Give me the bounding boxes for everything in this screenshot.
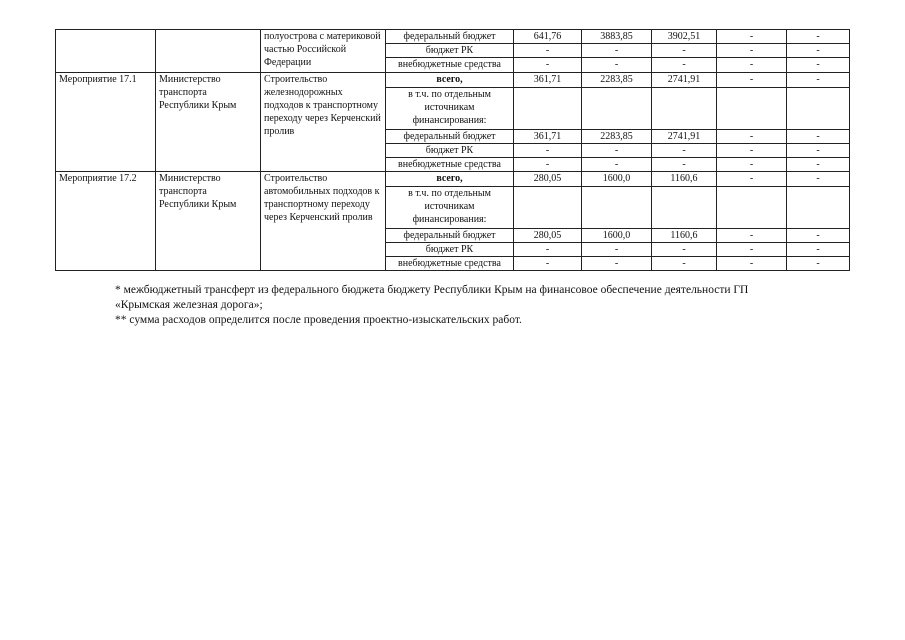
value-cell (717, 88, 787, 130)
value-cell: - (582, 158, 652, 172)
value-cell: 280,05 (514, 172, 582, 187)
measure-name-cell (56, 30, 156, 73)
funding-source-total: всего, (386, 172, 514, 187)
value-cell: - (717, 172, 787, 187)
funding-source: бюджет РК (386, 243, 514, 257)
value-cell: - (717, 158, 787, 172)
value-cell: - (787, 58, 850, 73)
footnote-survey: ** сумма расходов определится после проведения проектно-изыскательских работ. (115, 314, 522, 326)
value-cell: - (514, 58, 582, 73)
measure-description: полуострова с материковой частью Российской Федерации (261, 30, 386, 73)
funding-source: в т.ч. по отдельным источникам финансирования: (386, 187, 514, 229)
value-cell: 1600,0 (582, 229, 652, 243)
value-cell: 1160,6 (652, 229, 717, 243)
value-cell: - (717, 44, 787, 58)
measure-name-cell: Мероприятие 17.2 (56, 172, 156, 271)
value-cell: - (652, 257, 717, 271)
value-cell: - (652, 243, 717, 257)
value-cell (582, 187, 652, 229)
value-cell: - (652, 44, 717, 58)
funding-source: бюджет РК (386, 144, 514, 158)
funding-source: федеральный бюджет (386, 229, 514, 243)
value-cell (514, 88, 582, 130)
value-cell: - (582, 257, 652, 271)
value-cell: 2283,85 (582, 73, 652, 88)
value-cell: 1160,6 (652, 172, 717, 187)
value-cell: - (582, 144, 652, 158)
funding-source: федеральный бюджет (386, 130, 514, 144)
funding-source: внебюджетные средства (386, 257, 514, 271)
funding-source: в т.ч. по отдельным источникам финансирования: (386, 88, 514, 130)
measure-description: Строительство железнодорожных подходов к транспортному переходу через Керченский пролив (261, 73, 386, 172)
value-cell: - (787, 144, 850, 158)
value-cell: - (787, 243, 850, 257)
value-cell (717, 187, 787, 229)
value-cell: - (514, 257, 582, 271)
measure-description: Строительство автомобильных подходов к транспортному переходу через Керченский пролив (261, 172, 386, 271)
value-cell: - (582, 44, 652, 58)
value-cell: - (787, 44, 850, 58)
footnote-transfer: * межбюджетный трансферт из федерального бюджета бюджету Республики Крым на финансовое обеспечение деятельности ГП «Крымская железная дорога»; (115, 284, 749, 311)
value-cell: - (717, 30, 787, 44)
value-cell: - (717, 243, 787, 257)
value-cell: - (717, 73, 787, 88)
value-cell: - (514, 144, 582, 158)
executor-cell (156, 30, 261, 73)
value-cell: 361,71 (514, 73, 582, 88)
value-cell (787, 187, 850, 229)
value-cell (652, 187, 717, 229)
value-cell: - (717, 144, 787, 158)
footnotes (115, 283, 795, 328)
financing-table (55, 29, 850, 271)
value-cell: 361,71 (514, 130, 582, 144)
value-cell: 3902,51 (652, 30, 717, 44)
value-cell: - (652, 158, 717, 172)
table-row (56, 30, 850, 44)
measure-name-cell: Мероприятие 17.1 (56, 73, 156, 172)
value-cell (582, 88, 652, 130)
value-cell: 641,76 (514, 30, 582, 44)
funding-source-total: всего, (386, 73, 514, 88)
value-cell: - (717, 58, 787, 73)
value-cell: - (787, 130, 850, 144)
value-cell: 2741,91 (652, 73, 717, 88)
value-cell: - (514, 44, 582, 58)
value-cell (787, 88, 850, 130)
table-row (56, 172, 850, 187)
value-cell: - (717, 229, 787, 243)
value-cell: - (582, 58, 652, 73)
value-cell: - (514, 158, 582, 172)
funding-source: бюджет РК (386, 44, 514, 58)
value-cell: - (652, 144, 717, 158)
value-cell (652, 88, 717, 130)
value-cell: - (787, 172, 850, 187)
value-cell: - (787, 257, 850, 271)
table-row (56, 73, 850, 88)
funding-source: внебюджетные средства (386, 158, 514, 172)
executor-cell: Министерство транспорта Республики Крым (156, 73, 261, 172)
value-cell: - (582, 243, 652, 257)
value-cell (514, 187, 582, 229)
value-cell: 2741,91 (652, 130, 717, 144)
funding-source: внебюджетные средства (386, 58, 514, 73)
value-cell: 1600,0 (582, 172, 652, 187)
value-cell: - (717, 130, 787, 144)
funding-source: федеральный бюджет (386, 30, 514, 44)
value-cell: - (787, 229, 850, 243)
value-cell: - (514, 243, 582, 257)
value-cell: - (787, 73, 850, 88)
executor-cell: Министерство транспорта Республики Крым (156, 172, 261, 271)
value-cell: - (787, 158, 850, 172)
value-cell: 2283,85 (582, 130, 652, 144)
value-cell: 3883,85 (582, 30, 652, 44)
value-cell: - (652, 58, 717, 73)
value-cell: - (717, 257, 787, 271)
value-cell: - (787, 30, 850, 44)
value-cell: 280,05 (514, 229, 582, 243)
